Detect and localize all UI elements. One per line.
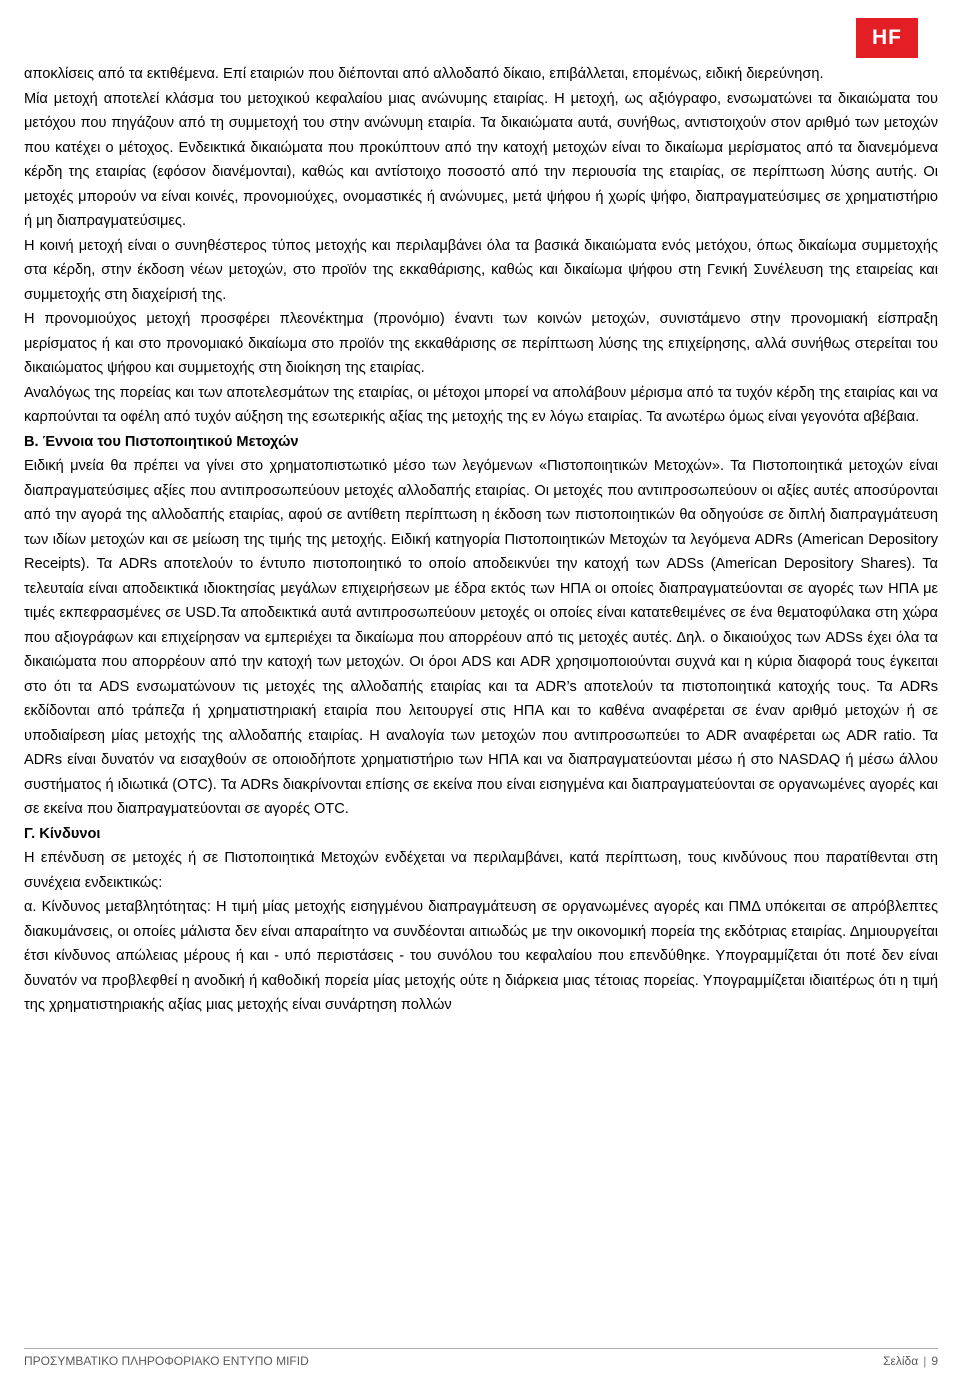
document-body <box>24 62 938 1018</box>
paragraph: Η επένδυση σε μετοχές ή σε Πιστοποιητικά Μετοχών ενδέχεται να περιλαμβάνει, κατά περίπτωση, τους κινδύνους που παρατίθενται στη συνέχεια ενδεικτικώς: <box>24 850 938 891</box>
paragraph: Η κοινή μετοχή είναι ο συνηθέστερος τύπος μετοχής και περιλαμβάνει όλα τα βασικά δικαιώματα ενός μετόχου, όπως δικαίωμα συμμετοχής στα κέρδη, στην έκδοση νέων μετοχών, στο προϊόν της εκκαθάρισης, καθώς και δικαίωμα ψήφου στη Γενική Συνέλευση της εταιρείας και συμμετοχής στη διαχείρισή της. <box>24 237 938 303</box>
section-heading: Γ. Κίνδυνοι <box>24 825 101 842</box>
footer-page-label: Σελίδα <box>883 1354 919 1368</box>
section-heading: Β. Έννοια του Πιστοποιητικού Μετοχών <box>24 433 299 450</box>
footer-page-number: 9 <box>931 1354 938 1368</box>
hf-logo: HF <box>856 18 918 58</box>
paragraph: αποκλίσεις από τα εκτιθέμενα. Επί εταιριών που διέπονται από αλλοδαπό δίκαιο, επιβάλλεται, επομένως, ειδική διερεύνηση. <box>24 66 824 82</box>
footer-separator: | <box>923 1354 927 1368</box>
footer-document-title: ΠΡΟΣΥΜΒΑΤΙΚΟ ΠΛΗΡΟΦΟΡΙΑΚΟ ΕΝΤΥΠΟ MIFID <box>24 1354 309 1368</box>
footer-page-indicator <box>883 1354 938 1368</box>
paragraph: α. Κίνδυνος μεταβλητότητας: Η τιμή μίας μετοχής εισηγμένου διαπραγμάτευση σε οργανωμένες αγορές και ΠΜΔ υπόκειται σε απρόβλεπτες διακυμάνσεις, οι οποίες μάλιστα δεν είναι απαραίτητο να συνδέονται αιτιωδώς με την οικονομική πορεία της εκδότριας εταιρίας. Δημιουργείται έτσι κίνδυνος απώλειας μέρους ή και - υπό περιστάσεις - του συνόλου του κεφαλαίου που επενδύθηκε. Υπογραμμίζεται ότι ποτέ δεν είναι δυνατόν να προβλεφθεί η ανοδική ή καθοδική πορεία μίας μετοχής ούτε η διάρκεια μιας τέτοιας πορείας. Υπογραμμίζεται ιδιαιτέρως ότι η τιμή της χρηματιστηριακής αξίας μιας μετοχής είναι συνάρτηση πολλών <box>24 899 938 1013</box>
paragraph: Αναλόγως της πορείας και των αποτελεσμάτων της εταιρίας, οι μέτοχοι μπορεί να απολάβουν μέρισμα από τα τυχόν κέρδη της εταιρίας και να καρπούνται τα οφέλη από τυχόν αύξηση της εσωτερικής αξίας της μετοχής της εν λόγω εταιρίας. Τα ανωτέρω όμως είναι γεγονότα αβέβαια. <box>24 384 938 425</box>
paragraph: Η προνομιούχος μετοχή προσφέρει πλεονέκτημα (προνόμιο) έναντι των κοινών μετοχών, συνιστάμενο στην προνομιακή είσπραξη μερίσματος ή και στο προνομιακό δικαίωμα στο προϊόν της εκκαθάρισης σε περίπτωση λύσης της επιχείρησης, αλλά συνήθως στερείται του δικαιώματος ψήφου και συμμετοχής στη διοίκηση της εταιρίας. <box>24 311 938 376</box>
paragraph: Μία μετοχή αποτελεί κλάσμα του μετοχικού κεφαλαίου μιας ανώνυμης εταιρίας. Η μετοχή, ως αξιόγραφο, ενσωματώνει τα δικαιώματα του μετόχου που πηγάζουν από τη συμμετοχή του στην ανώνυμη εταιρία. Τα δικαιώματα αυτά, συνήθως, αντιστοιχούν στον αριθμό των μετοχών που κατέχει ο μέτοχος. Ενδεικτικά δικαιώματα που προκύπτουν από την κατοχή μετοχών είναι το δικαίωμα μερίσματος από τα διανεμόμενα κέρδη της εταιρίας (εφόσον διανέμονται), καθώς και αντίστοιχο ποσοστό από την περιουσία της εταιρίας, σε περίπτωση λύσης αυτής. Οι μετοχές μπορούν να είναι κοινές, προνομιούχες, ονομαστικές ή ανώνυμες, μετά ψήφου ή χωρίς ψήφο, διαπραγματεύσιμες σε χρηματιστήριο ή μη διαπραγματεύσιμες. <box>24 90 938 229</box>
paragraph: Ειδική μνεία θα πρέπει να γίνει στο χρηματοπιστωτικό μέσο των λεγόμενων «Πιστοποιητικών Μετοχών». Τα Πιστοποιητικά μετοχών είναι διαπραγματεύσιμες αξίες που αντιπροσωπεύουν μετοχές αλλοδαπής εταιρίας. Οι μετοχές που αντιπροσωπεύουν οι αξίες αυτές αποσύρονται από την αγορά της αλλοδαπής εταιρίας, αφού σε αντίθετη περίπτωση η έκδοση των πιστοποιητικών θα οδηγούσε σε διπλή διαπραγμάτευση των ιδίων μετοχών και σε μείωση της τιμής της μετοχής. Ειδική κατηγορία Πιστοποιητικών Μετοχών τα λεγόμενα ADRs (American Depository Receipts). Τα ADRs αποτελούν το έντυπο πιστοποιητικό το οποίο αποδεικνύει την κατοχή των ADSs (American Depository Shares). Τα τελευταία είναι αποδεικτικά ιδιοκτησίας μεγάλων επιχειρήσεων με έδρα εκτός των ΗΠΑ οι οποίες διαπραγματεύονται σε αγορές των ΗΠΑ με τιμές εκπεφρασμένες σε USD.Τα αποδεικτικά αυτά αντιπροσωπεύουν μετοχές οι οποίες είναι κατατεθειμένες σε ένα θεματοφύλακα στη χώρα που αξιογράφων και επιχείρησαν να εμπεριέχει τα δικαίωμα που απορρέουν από τις μετοχές αυτές. Δηλ. ο δικαιούχος των ADSs έχει όλα τα δικαιώματα που απορρέουν από την κατοχή των μετοχών. Οι όροι ADS και ADR χρησιμοποιούνται συχνά και η κύρια διαφορά τους έγκειται στο ότι τα ADS ενσωματώνουν τις μετοχές της αλλοδαπής εταιρίας και τα ADR’s αποτελούν τα πιστοποιητικά κατοχής τους. Τα ADRs εκδίδονται από τράπεζα ή χρηματιστηριακή εταιρία που λειτουργεί στις ΗΠΑ και το καθένα αναφέρεται σε έναν αριθμό μετοχών ή σε υποδιαίρεση μίας μετοχής της αλλοδαπής εταιρίας. Η αναλογία των μετοχών που αντιπροσωπεύει το ADR αναφέρεται ως ADR ratio. Τα ADRs είναι δυνατόν να εισαχθούν σε οποιοδήποτε χρηματιστήριο των ΗΠΑ και να διαπραγματεύονται μέσω ή στο NASDAQ ή μέσω άλλου συστήματος ή ιδιωτικά (OTC). Τα ADRs διακρίνονται επίσης σε εκείνα που είναι εισηγμένα και διαπραγματεύονται σε οργανωμένες αγορές και σε εκείνα που διαπραγματεύονται σε αγορές OTC. <box>24 458 938 817</box>
page-footer <box>24 1348 938 1368</box>
